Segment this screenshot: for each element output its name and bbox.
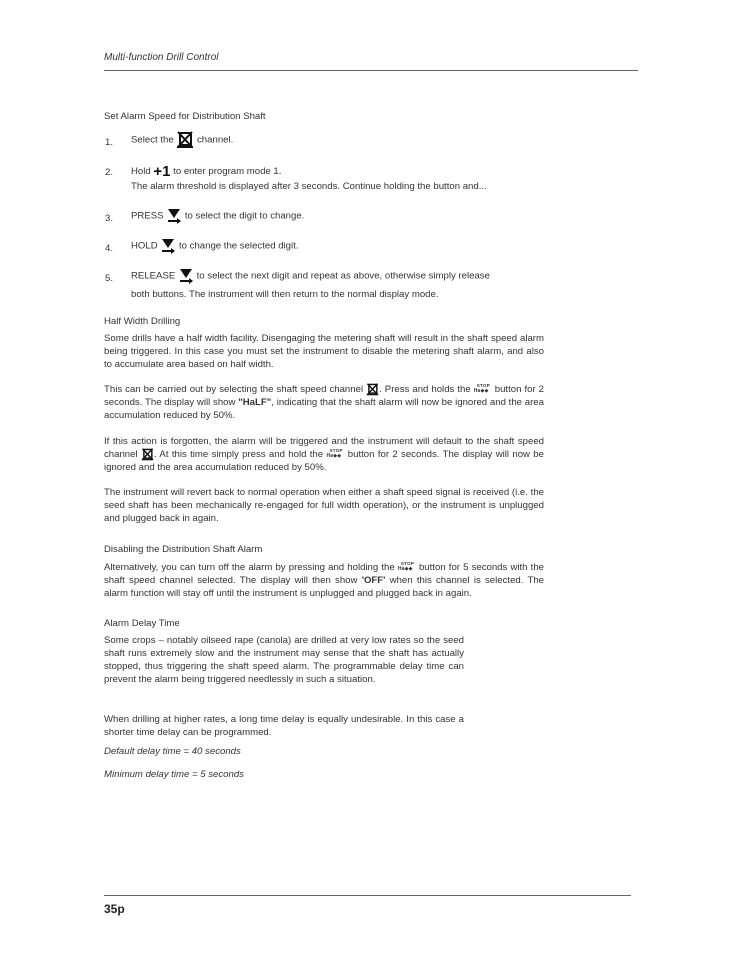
p3-text-b: . At this time simply press and hold the xyxy=(153,449,327,461)
step-5-text-b: to select the next digit and repeat as above, otherwise simply release xyxy=(193,270,490,282)
half-width-paragraph-1: Some drills have a half width facility. Disengaging the metering shaft will result in the shaft speed alarm being triggered. In this case you must set the instrument to disable the metering shaft alarm, and also to accumulate area based on half width. xyxy=(104,333,544,370)
step-1-text-a: Select the xyxy=(131,134,177,146)
shaft-speed-icon xyxy=(176,131,194,149)
footer-rule xyxy=(104,895,631,896)
minimum-delay-time: Minimum delay time = 5 seconds xyxy=(104,769,244,780)
off-display-text: 'OFF' xyxy=(361,575,386,586)
half-width-paragraph-4: The instrument will revert back to normal operation when either a shaft speed signal is received (i.e. the seed shaft has been mechanically re-engaged for full width operation), or the instrument is unplugged and plugged back in again. xyxy=(104,487,544,524)
step-number: 3. xyxy=(105,213,114,224)
step-3-text-b: to select the digit to change. xyxy=(182,210,305,222)
p3-text-a: If this action is forgotten, the alarm will be triggered and the instrument will default to the shaft speed channel xyxy=(104,436,544,461)
disabling-heading: Disabling the Distribution Shaft Alarm xyxy=(104,544,263,555)
disabling-paragraph xyxy=(104,561,544,600)
half-display-text: "HaLF" xyxy=(238,397,272,409)
alarm-speed-heading: Set Alarm Speed for Distribution Shaft xyxy=(104,111,266,122)
stop-label: STOP xyxy=(329,448,343,454)
step-2 xyxy=(131,163,281,180)
p2-text-b: . Press and holds the xyxy=(379,384,474,396)
step-5 xyxy=(131,267,490,285)
shaft-speed-icon xyxy=(141,448,154,461)
stop-half-button-icon xyxy=(326,448,344,460)
step-5-text-a: RELEASE xyxy=(131,270,178,282)
step-number: 5. xyxy=(105,273,114,284)
stop-half-button-icon xyxy=(473,383,492,395)
plus-one-button-icon: +1 xyxy=(153,163,171,180)
half-label: Ha◆◆ xyxy=(473,388,489,395)
step-number: 2. xyxy=(105,167,114,178)
default-delay-time: Default delay time = 40 seconds xyxy=(104,746,241,757)
header-rule xyxy=(104,70,638,71)
disabling-text-a: Alternatively, you can turn off the alarm by pressing and holding the xyxy=(104,562,398,573)
half-label: Ha◆◆ xyxy=(397,566,413,572)
alarm-delay-paragraph-1: Some crops – notably oilseed rape (canola) are drilled at very low rates so the seed shaft runs extremely slow and the instrument may sense that the shaft has actually stopped, thus triggering the shaft speed alarm. The programmable delay time can prevent the alarm being triggered needlessly in such a situation. xyxy=(104,635,464,685)
p3-text-c: button for 2 seconds. The display will now be ignored and the area accumulation reduced by 50%. xyxy=(104,449,544,474)
down-arrow-icon xyxy=(160,237,176,255)
step-1-text-b: channel. xyxy=(194,134,234,146)
p2-text-a: This can be carried out by selecting the shaft speed channel xyxy=(104,384,367,396)
page-header-title: Multi-function Drill Control xyxy=(104,52,219,63)
stop-label: STOP xyxy=(476,383,491,389)
down-arrow-icon xyxy=(178,267,194,285)
step-2-text-a: Hold xyxy=(131,166,154,177)
stop-label: STOP xyxy=(400,561,415,566)
step-4 xyxy=(131,237,298,255)
down-arrow-icon xyxy=(166,207,182,225)
p2-text-c: button for 2 seconds. The display will show xyxy=(104,384,545,409)
p2-text-d: , indicating that the shaft alarm will now be ignored and the area accumulation reduced by 50%. xyxy=(104,397,544,422)
alarm-delay-paragraph-2: When drilling at higher rates, a long time delay is equally undesirable. In this case a shorter time delay can be programmed. xyxy=(104,714,464,738)
alarm-delay-heading: Alarm Delay Time xyxy=(104,618,180,629)
disabling-text-b: button for 5 seconds with the shaft speed channel selected. The display will then show xyxy=(104,562,544,586)
step-3 xyxy=(131,207,304,225)
step-1 xyxy=(131,131,233,149)
half-label: Ha◆◆ xyxy=(326,453,342,460)
step-number: 1. xyxy=(105,137,114,148)
step-2-line2: The alarm threshold is displayed after 3 seconds. Continue holding the button and... xyxy=(131,181,487,192)
half-width-heading: Half Width Drilling xyxy=(104,316,181,327)
step-4-text-a: HOLD xyxy=(131,240,161,252)
shaft-speed-icon xyxy=(366,383,379,396)
step-2-text-b: to enter program mode 1. xyxy=(170,166,282,177)
half-width-paragraph-2 xyxy=(104,383,544,422)
step-3-text-a: PRESS xyxy=(131,210,167,222)
step-number: 4. xyxy=(105,243,114,254)
step-5-line2: both buttons. The instrument will then return to the normal display mode. xyxy=(131,289,439,300)
stop-half-button-icon xyxy=(398,561,416,570)
page-number: 35p xyxy=(104,902,125,916)
step-4-text-b: to change the selected digit. xyxy=(176,240,299,252)
disabling-text-c: when this channel is selected. The alarm function will stay off until the instrument is unplugged and plugged back in again. xyxy=(104,575,545,599)
half-width-paragraph-3 xyxy=(104,435,544,474)
